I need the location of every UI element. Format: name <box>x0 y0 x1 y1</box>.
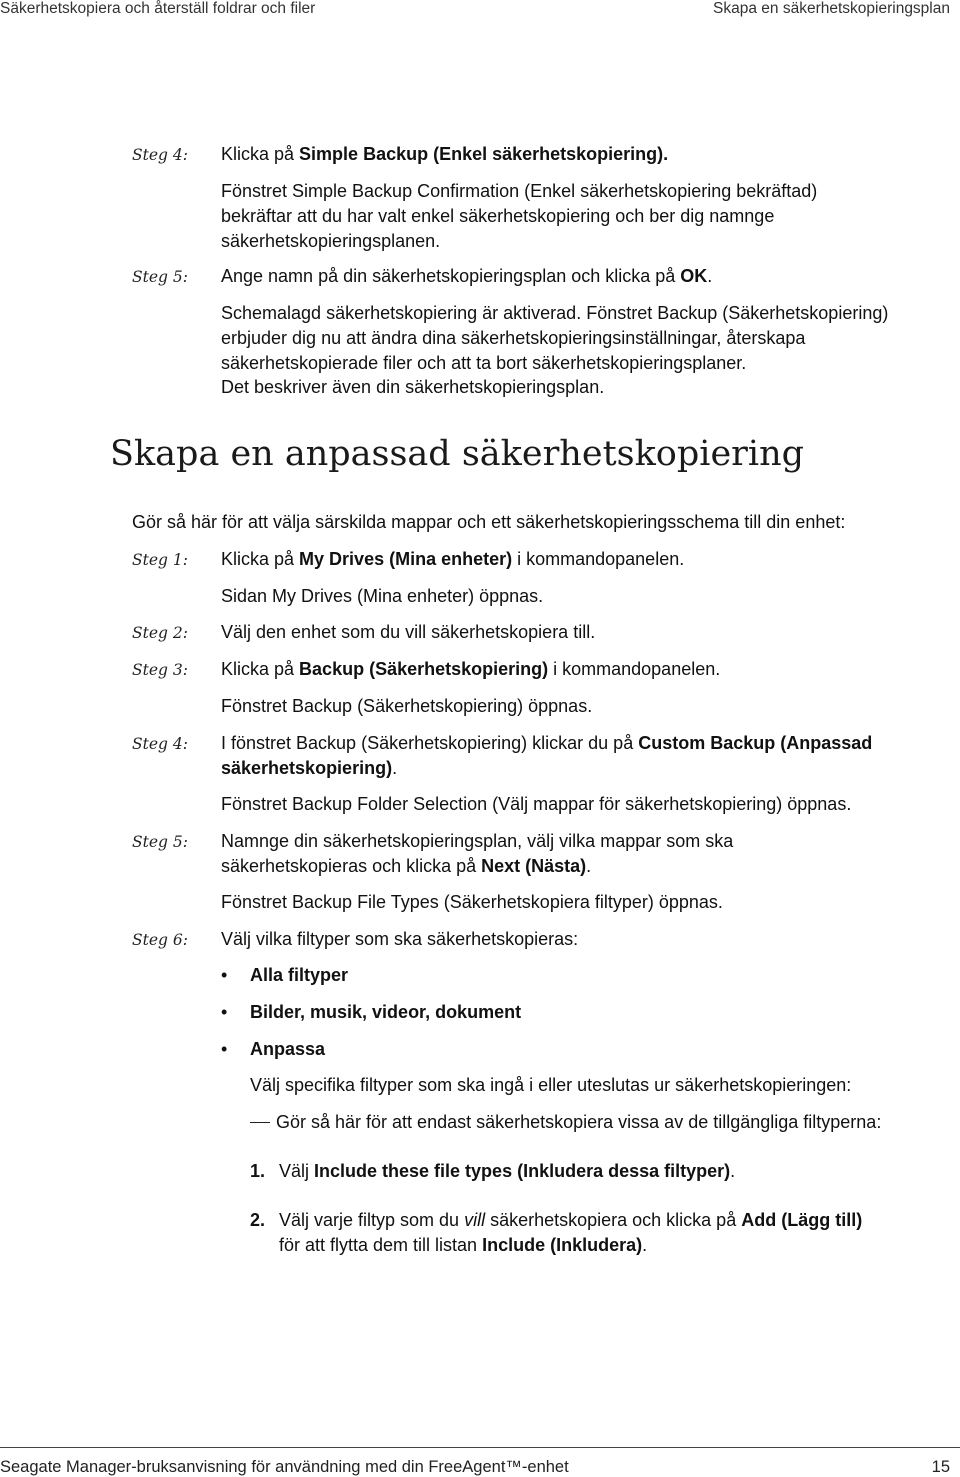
step-description-line: Fönstret Backup (Säkerhetskopiering) öppnas. <box>221 696 593 716</box>
step-description-line: säkerhetskopierade filer och att ta bort säkerhetskopieringsplaner. <box>221 353 747 373</box>
step-label: Steg 5: <box>132 833 188 851</box>
step-text-continuation: säkerhetskopieras och klicka på Next (Nästa). <box>221 856 592 876</box>
step-description-line: Fönstret Backup File Types (Säkerhetskopiera filtyper) öppnas. <box>221 892 723 912</box>
header-chapter-title: Säkerhetskopiera och återställ foldrar och filer <box>0 0 316 17</box>
step-label: Steg 6: <box>132 931 188 949</box>
step-text-continuation: säkerhetskopiering). <box>221 758 398 778</box>
step-description-line: bekräftar att du har valt enkel säkerhetskopiering och ber dig namnge <box>221 206 775 226</box>
step-text: Välj vilka filtyper som ska säkerhetskopieras: <box>221 929 579 949</box>
section-heading: Skapa en anpassad säkerhetskopiering <box>110 434 805 474</box>
bullet-icon: • <box>221 1002 228 1022</box>
step-text: Klicka på Backup (Säkerhetskopiering) i kommandopanelen. <box>221 659 721 679</box>
step-label: Steg 3: <box>132 661 188 679</box>
step-description-line: Det beskriver även din säkerhetskopieringsplan. <box>221 377 605 397</box>
bullet-icon: • <box>221 965 228 985</box>
page-header <box>0 0 960 20</box>
header-section-title: Skapa en säkerhetskopieringsplan <box>713 0 950 17</box>
step-text: Namnge din säkerhetskopieringsplan, välj vilka mappar som ska <box>221 831 734 851</box>
procedure-intro: Gör så här för att endast säkerhetskopiera vissa av de tillgängliga filtyperna: <box>276 1112 882 1132</box>
page-number: 15 <box>931 1458 950 1476</box>
bullet-item: Anpassa <box>250 1039 326 1059</box>
numbered-item-continuation: för att flytta dem till listan Include (Inkludera). <box>279 1235 648 1255</box>
custom-description: Välj specifika filtyper som ska ingå i eller uteslutas ur säkerhetskopieringen: <box>250 1075 852 1095</box>
section-intro: Gör så här för att välja särskilda mappar och ett säkerhetskopieringsschema till din enhet: <box>132 512 846 532</box>
step-label: Steg 4: <box>132 735 188 753</box>
step-description-line: erbjuder dig nu att ändra dina säkerhetskopieringsinställningar, återskapa <box>221 328 806 348</box>
step-description-line: Sidan My Drives (Mina enheter) öppnas. <box>221 586 544 606</box>
step-label: Steg 1: <box>132 551 188 569</box>
step-text: I fönstret Backup (Säkerhetskopiering) klickar du på Custom Backup (Anpassad <box>221 733 873 753</box>
step-text: Ange namn på din säkerhetskopieringsplan och klicka på OK. <box>221 266 713 286</box>
bullet-icon: • <box>221 1039 228 1059</box>
bullet-item: Bilder, musik, videor, dokument <box>250 1002 522 1022</box>
step-label: Steg 5: <box>132 268 188 286</box>
footer-manual-title: Seagate Manager-bruksanvisning för användning med din FreeAgent™-enhet <box>0 1458 569 1476</box>
step-description-line: säkerhetskopieringsplanen. <box>221 231 441 251</box>
bullet-item: Alla filtyper <box>250 965 349 985</box>
step-label: Steg 4: <box>132 146 188 164</box>
step-label: Steg 2: <box>132 624 188 642</box>
step-text: Välj den enhet som du vill säkerhetskopiera till. <box>221 622 596 642</box>
numbered-item: Välj Include these file types (Inkludera dessa filtyper). <box>279 1161 736 1181</box>
list-number: 1. <box>250 1161 266 1181</box>
list-number: 2. <box>250 1210 266 1230</box>
step-description-line: Fönstret Backup Folder Selection (Välj mappar för säkerhetskopiering) öppnas. <box>221 794 852 814</box>
numbered-item: Välj varje filtyp som du vill säkerhetskopiera och klicka på Add (Lägg till) <box>279 1210 863 1230</box>
step-text: Klicka på My Drives (Mina enheter) i kommandopanelen. <box>221 549 685 569</box>
step-description-line: Fönstret Simple Backup Confirmation (Enkel säkerhetskopiering bekräftad) <box>221 181 818 201</box>
step-description-line: Schemalagd säkerhetskopiering är aktiverad. Fönstret Backup (Säkerhetskopiering) <box>221 303 889 323</box>
step-text: Klicka på Simple Backup (Enkel säkerhetskopiering). <box>221 144 669 164</box>
dash-icon <box>250 1122 270 1123</box>
footer-rule <box>0 1447 960 1448</box>
